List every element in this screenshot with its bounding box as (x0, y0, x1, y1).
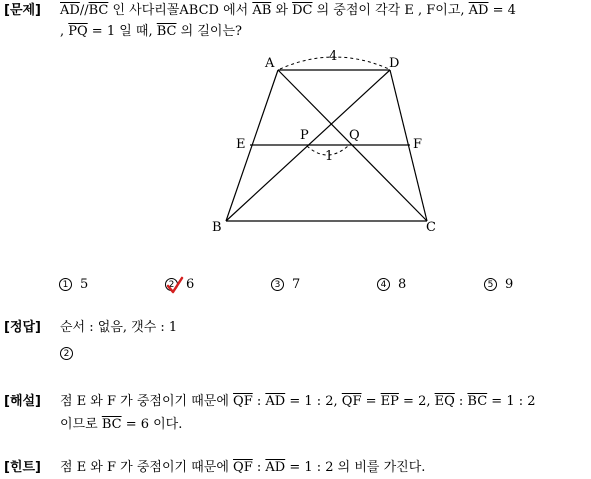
option-1[interactable] (59, 277, 88, 292)
problem-fragment: 인 사다리꼴ABCD 에서 (108, 3, 253, 18)
label-b: B (212, 220, 222, 235)
segment-bc: $\overline{BC}$ (88, 3, 109, 18)
problem-tag: [문제] (4, 3, 41, 18)
option-value: 6 (186, 277, 195, 292)
option-number: 1 (59, 278, 72, 291)
explanation-fragment: 점 E 와 F 가 중점이기 때문에 (60, 394, 234, 409)
option-number: 5 (484, 278, 497, 291)
option-4[interactable] (377, 277, 406, 292)
hint-fragment: = 1 : 2 의 비를 가진다. (285, 460, 426, 475)
segment-ad: $\overline{AD}$ (60, 3, 80, 18)
problem-fragment: 와 (271, 3, 293, 18)
segment-qf: $\overline{QF}$ (233, 394, 253, 409)
label-a: A (265, 56, 275, 71)
explanation-fragment: = 6 이다. (121, 417, 183, 432)
answer-number: 2 (60, 347, 73, 360)
segment-qf: $\overline{QF}$ (233, 460, 253, 475)
label-p: P (300, 128, 309, 143)
explanation-fragment: 이므로 (60, 417, 102, 432)
hint-line1 (60, 460, 425, 476)
option-3[interactable] (271, 277, 300, 292)
explanation-fragment: = 1 : 2, (285, 394, 342, 409)
problem-fragment: 의 길이는? (176, 24, 242, 39)
option-value: 7 (292, 277, 301, 292)
label-d: D (389, 56, 400, 71)
segment-ep: $\overline{EP}$ (380, 394, 399, 409)
segment-dc: $\overline{DC}$ (292, 3, 313, 18)
hint-fragment: 점 E 와 F 가 중점이기 때문에 (60, 460, 234, 475)
explanation-fragment: = 2, (398, 394, 435, 409)
segment-bc: $\overline{BC}$ (467, 394, 488, 409)
answer-line1: 순서 : 없음, 갯수 : 1 (60, 320, 178, 335)
option-number: 3 (271, 278, 284, 291)
label-q: Q (349, 128, 360, 143)
segment-pq: $\overline{PQ}$ (68, 24, 88, 39)
explanation-line2 (60, 417, 182, 433)
measure-label-4: 4 (329, 49, 338, 64)
explanation-fragment: : (454, 394, 468, 409)
hint-tag: [힌트] (4, 460, 41, 475)
explanation-fragment: = 1 : 2 (487, 394, 536, 409)
answer-tag: [정답] (4, 320, 41, 335)
segment-bc: $\overline{BC}$ (156, 24, 177, 39)
segment-qf: $\overline{QF}$ (341, 394, 362, 409)
problem-fragment: = 1 일 때, (87, 24, 157, 39)
option-number: 2 (165, 278, 178, 291)
option-value: 9 (505, 277, 514, 292)
explanation-tag: [해설] (4, 394, 41, 409)
explanation-fragment: = (361, 394, 381, 409)
label-f: F (413, 137, 423, 152)
problem-fragment: 의 중점이 각각 E , F이고, (312, 3, 469, 18)
label-e: E (236, 137, 246, 152)
segment-ab: $\overline{AB}$ (252, 3, 272, 18)
option-value: 5 (80, 277, 89, 292)
segment-ad: $\overline{AD}$ (265, 460, 286, 475)
segment-ad: $\overline{AD}$ (265, 394, 286, 409)
option-value: 8 (398, 277, 407, 292)
explanation-fragment: : (252, 394, 266, 409)
answer-line2 (60, 345, 73, 361)
hint-fragment: : (252, 460, 266, 475)
problem-fragment: , (60, 24, 69, 39)
segment-bc: $\overline{BC}$ (101, 417, 122, 432)
segment-eq: $\overline{EQ}$ (434, 394, 455, 409)
label-c: C (426, 220, 436, 235)
problem-fragment: = 4 (488, 3, 516, 18)
option-5[interactable] (484, 277, 513, 292)
problem-fragment: // (79, 3, 89, 18)
option-number: 4 (377, 278, 390, 291)
checkmark-icon (165, 276, 185, 296)
explanation-line1 (60, 394, 536, 410)
measure-label-1: 1 (325, 149, 334, 164)
segment-ad: $\overline{AD}$ (468, 3, 489, 18)
